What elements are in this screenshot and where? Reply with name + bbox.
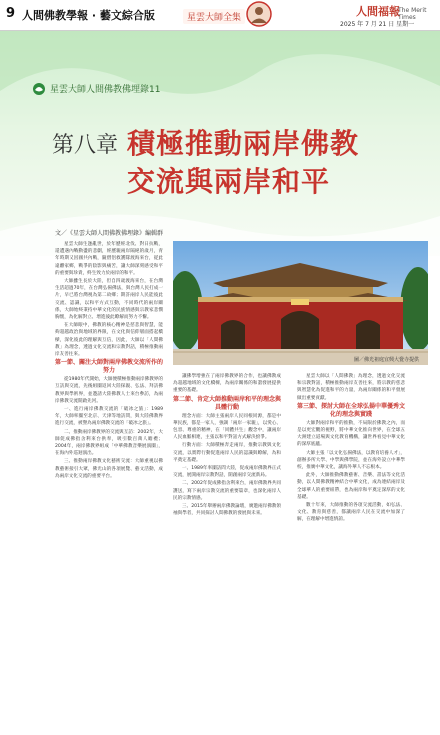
column-title: 星雲大師人間佛教佛埋錄11 [50,85,161,95]
paragraph: 二、推動兩岸佛教界的交流與互訪：2002年，大師促成佛指舍利來台供奉，吸引數百萬人瞻禮；2004年，兩岸佛教界組成「中華佛教音樂展演團」，在海內外巡迴演出。 [55,429,163,457]
paragraph: 三、推動兩岸佛教文化藝術交流：大師重視以佛教藝術接引大眾，佛光山的各項展覽、藝文活動，成為兩岸文化交流的重要平台。 [55,459,163,479]
portrait-seal-icon [245,0,273,28]
paragraph: 從1980年代開始，大師便積極推動兩岸佛教界的互訪與交流，先後組團返回大陸探親、弘法、拜訪佛教界與學術界，並邀請大陸佛教人士來台參訪，為兩岸佛教交流開啟先河。 [55,377,163,404]
paragraph: 一、1989年率團訪問大陸，促成兩岸佛教界正式交流，展開兩岸宗教對話，開創兩岸交流新局。 [173,466,281,479]
paragraph: 此外，大師推動佛教藝術、音樂、書法等文化活動，以人間佛教精神結合中華文化，成為連結兩岸及全球華人的重要紐帶，也為兩岸和平奠定深厚的文化基礎。 [297,473,405,500]
paragraph: 大師主張「以文化弘揚佛法，以教育培養人才」，創辦多所大學、中學與佛學院，並在海外設立中華學校，推廣中華文化，讓海外華人不忘根本。 [297,450,405,471]
photo-caption: 圖／佛光祖庭宜興大覺寺提供 [354,357,420,363]
paragraph: 理念方面：大師主張兩岸人民同根同源，都是中華民族，都是一家人，強調「兩岸一家親」，以愛心、包容、尊重的精神，在「同體共生」觀念中，讓兩岸人民血脈相連，主張以和平對話方式解決紛爭。 [173,413,281,441]
byline: 文／《星雲大師人間佛教佛埋錄》編輯群 [55,230,164,237]
article-column-1 [55,241,163,689]
publication-section-name: 人間佛教學報 · 藝文綜合版 [22,9,155,22]
lotus-icon [32,82,46,96]
paragraph: 大師雖生長於大陸，但自四歲渡海來台，在台灣生活超過70年，在台灣弘揚佛法，與台灣人民打成一片，早已將台灣視為第二故鄉；期許兩岸人民能彼此交流、認識，以和平方式互動，不同時代的兩岸關係，大師始終秉持中華文化的民族情感與宗教家悲憫胸懷，為化解對立、增進彼此瞭解而努力不懈。 [55,279,163,321]
paragraph: 讓佛學增強在了兩岸佛教界的合作，也讓佛教成為超越地域的文化橋樑，為兩岸關係的和諧發展提供重要的基礎。 [173,374,281,394]
paragraph: 一、進行兩岸佛教交流的「破冰之旅」：1989年，大師率團至北京、天津等地訪問，與大陸佛教界進行交流，被譽為兩岸佛教交流的「破冰之旅」。 [55,407,163,427]
paragraph: 星雲大師以「人間佛教」為理念，透過文化交流和宗教對話，積極推動兩岸友善往來，將宗教的慈悲與智慧化為促進和平的力量，為兩岸關係的和平發展做出重要貢獻。 [297,374,405,401]
newspaper-logo-english: The Merit Times [398,7,427,21]
temple-gate-image [173,241,428,365]
section-subheading: 第三節、探討大師在全球弘揚中華優秀文化的理念與實踐 [297,402,405,418]
paragraph: 大師對兩岸和平的推動，不局限於佛教之內，而是以更宏觀的視野，將中華文化推向世界，在全球五大洲建立道場與文化教育機構，讓世界看見中華文化的深厚底蘊。 [297,420,405,448]
article-column-2 [173,373,281,689]
paragraph: 三、2015年舉辦兩岸佛教論壇，廣邀兩岸佛教領袖與學者，共同探討人間佛教的發展與未來。 [173,504,281,517]
section-subheading: 第二節、肯定大師推動兩岸和平的理念與具體行動 [173,395,281,411]
article-column-3 [297,373,405,689]
paragraph: 行動方面：大師積極奔走兩岸，推動宗教與文化交流，以實際行動促進兩岸人民的認識與瞭解，為和平奠定基礎。 [173,443,281,463]
temple-photo [173,241,428,365]
newspaper-logo: 人間福報 [356,5,400,18]
series-badge: 星雲大師全集 [183,9,245,24]
dateline: 2025 年 7 月 21 日 星期一 [340,21,415,28]
page-number: 9 [6,6,16,21]
headline-line-2: 交流與兩岸和平 [127,165,331,198]
paragraph: 數十年來，大師推動的各項交流活動，如弘法、文化、教育與慈善，都讓兩岸人民在交流中加深了解，在理解中增進情誼。 [297,503,405,523]
section-subheading: 第一節、關注大師對兩岸佛教交流所作的努力 [55,359,163,375]
paragraph: 二、2002年促成佛指舍利來台，兩岸佛教界共同護送，寫下兩岸宗教交流的重要篇章，也深化兩岸人民的宗教情感。 [173,481,281,501]
headline-line-1: 積極推動兩岸佛教 [127,127,360,160]
paragraph: 在大師眼中，佛教的核心精神是慈悲與智慧，能夠超越政治與地域的界限，在文化與信仰層面搭起橋樑，深化彼此的理解與互信，因此，大師以「人間佛教」為理念，透過文化交流和宗教對話，積極推動兩岸友善往來。 [55,323,163,358]
paragraph: 星雲大師生逢亂世，於年歷經北伐、對日抗戰，還遭遇內戰動盪的悲劇，經歷親兩岸隔絕的歲月，青年時期又因國共內戰，隨僧侶救護隊渡海來台，從此遠離家鄉，戰爭的陰影與痛苦，讓大師深刻感受和平的重要與珍貴，終生致力於兩岸的和平。 [55,242,163,276]
chapter-label: 第八章 [52,133,119,158]
